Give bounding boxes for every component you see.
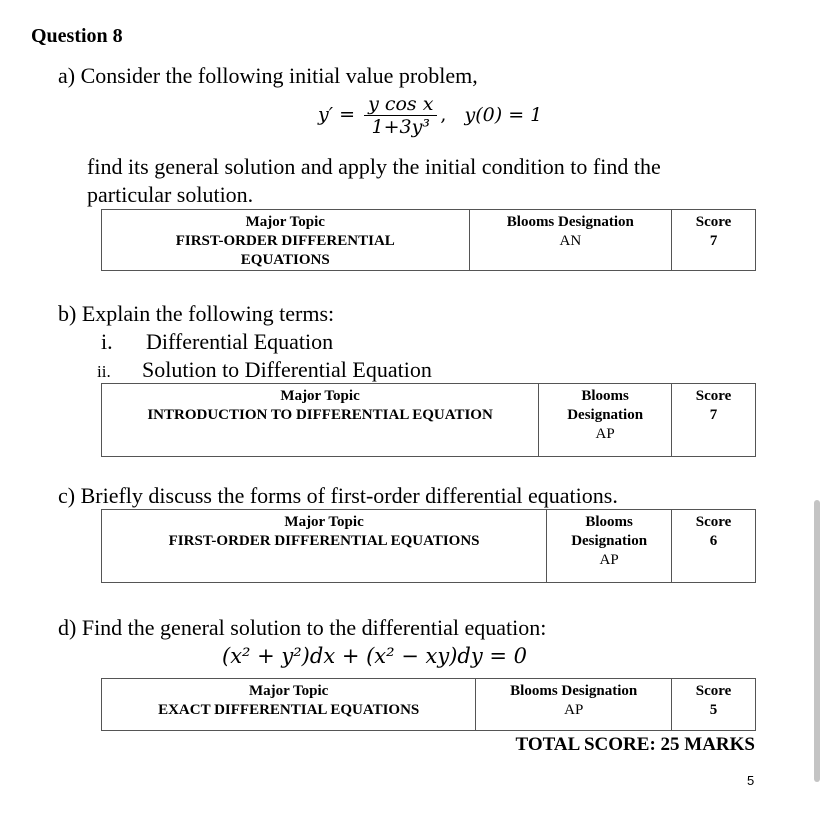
topic-header: Major Topic <box>245 214 325 230</box>
part-d-heading <box>58 614 546 642</box>
question-title: Question 8 <box>31 25 123 47</box>
score-value: 7 <box>709 233 718 249</box>
part-c-intro: Briefly discuss the forms of first-order differential equations. <box>80 483 618 508</box>
list-item-text: Differential Equation <box>146 329 334 354</box>
topic-cell <box>102 384 539 457</box>
part-d-label: d) <box>58 615 77 640</box>
total-score: TOTAL SCORE: 25 MARKS <box>515 734 755 755</box>
blooms-cell <box>476 679 672 731</box>
blooms-cell <box>469 210 672 271</box>
part-c-heading <box>58 482 618 510</box>
score-header: Score <box>695 683 732 699</box>
topic-header: Major Topic <box>284 514 364 530</box>
part-a-info-table <box>101 209 756 271</box>
part-d-info-table <box>101 678 756 731</box>
score-value: 7 <box>709 407 718 423</box>
part-a-label: a) <box>58 63 76 88</box>
ivp-equation <box>318 93 542 138</box>
ivp-comma: , <box>440 103 447 126</box>
list-item-text: Solution to Differential Equation <box>142 357 432 382</box>
part-b-heading <box>58 300 334 328</box>
blooms-header: Blooms Designation <box>506 214 634 230</box>
part-c-label: c) <box>58 483 76 508</box>
vertical-scrollbar[interactable] <box>814 500 820 782</box>
score-cell <box>672 679 756 731</box>
ivp-fraction <box>364 93 437 138</box>
topic-value: INTRODUCTION TO DIFFERENTIAL EQUATION <box>147 407 493 423</box>
blooms-value: AN <box>559 233 582 249</box>
part-b-intro: Explain the following terms: <box>81 301 335 326</box>
topic-value: EXACT DIFFERENTIAL EQUATIONS <box>158 702 420 718</box>
blooms-header: Blooms Designation <box>510 683 638 699</box>
score-header: Score <box>695 214 732 230</box>
exact-equation: (x² + y²)dx + (x² − xy)dy = 0 <box>222 644 528 668</box>
score-cell <box>672 384 756 457</box>
topic-cell <box>102 679 476 731</box>
score-cell <box>672 510 756 583</box>
part-b-info-table <box>101 383 756 457</box>
list-item <box>101 328 333 356</box>
ivp-lhs: y′ = <box>318 103 356 126</box>
page-number: 5 <box>747 773 755 788</box>
ivp-numerator: y cos x <box>364 93 437 116</box>
part-a-text-2: particular solution. <box>87 182 254 207</box>
topic-cell <box>102 510 547 583</box>
ivp-initial-condition: y(0) = 1 <box>464 103 543 126</box>
list-item-number: i. <box>101 329 113 354</box>
ivp-denominator: 1+3y³ <box>371 116 430 138</box>
blooms-cell <box>547 510 672 583</box>
blooms-value: AP <box>595 426 615 442</box>
blooms-value: AP <box>564 702 584 718</box>
topic-cell <box>102 210 470 271</box>
topic-value: FIRST-ORDER DIFFERENTIAL EQUATIONS <box>168 533 480 549</box>
list-item-number: ii. <box>97 362 111 381</box>
blooms-header: Blooms Designation <box>571 514 648 549</box>
score-value: 5 <box>709 702 718 718</box>
part-a-intro: Consider the following initial value problem, <box>80 63 478 88</box>
part-a-text-1: find its general solution and apply the initial condition to find the <box>87 154 661 179</box>
part-d-intro: Find the general solution to the differential equation: <box>81 615 547 640</box>
list-item <box>97 356 432 386</box>
score-cell <box>672 210 756 271</box>
part-c-info-table <box>101 509 756 583</box>
blooms-header: Blooms Designation <box>567 388 644 423</box>
topic-value: FIRST-ORDER DIFFERENTIAL EQUATIONS <box>175 233 395 268</box>
score-header: Score <box>695 514 732 530</box>
blooms-cell <box>539 384 672 457</box>
score-header: Score <box>695 388 732 404</box>
part-a-heading <box>58 62 478 90</box>
blooms-value: AP <box>599 552 619 568</box>
part-b-label: b) <box>58 301 77 326</box>
topic-header: Major Topic <box>249 683 329 699</box>
score-value: 6 <box>709 533 718 549</box>
topic-header: Major Topic <box>280 388 360 404</box>
